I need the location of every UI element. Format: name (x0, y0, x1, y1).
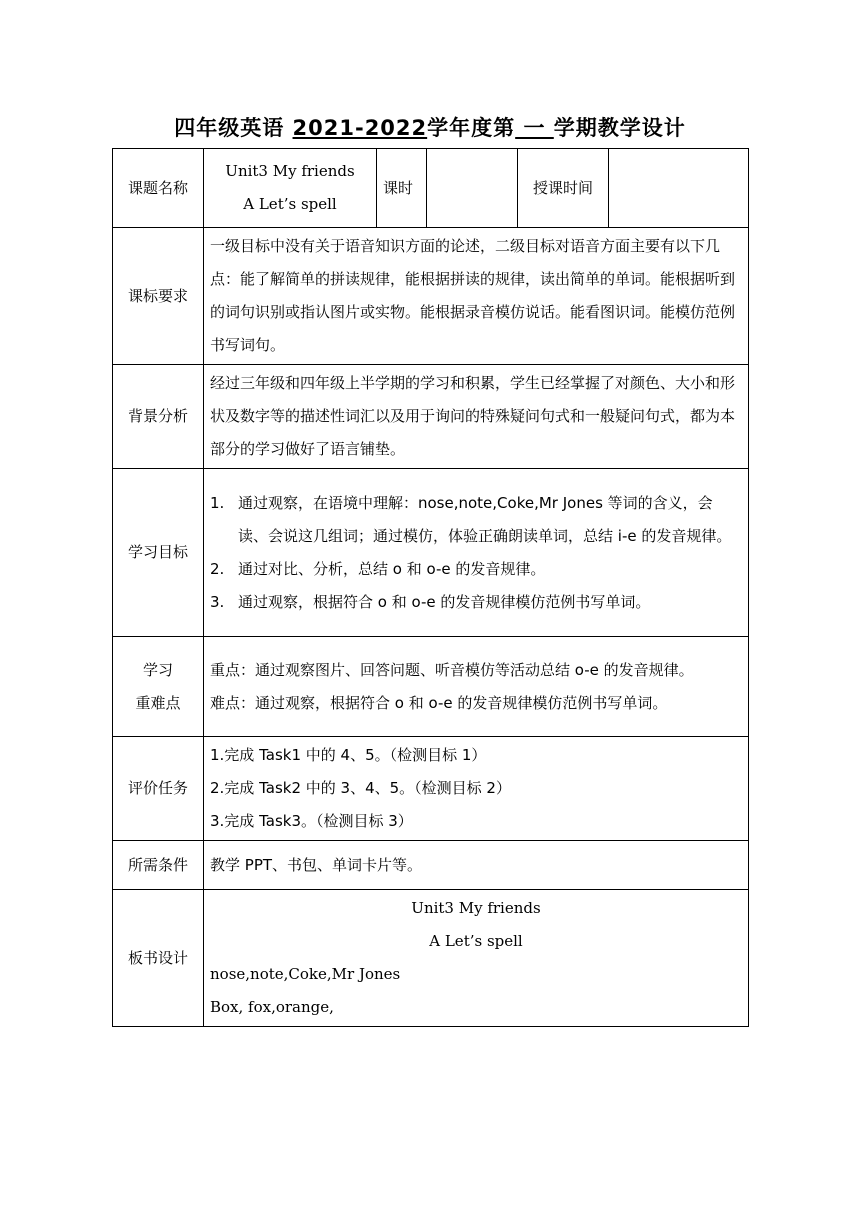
board-label: 板书设计 (113, 890, 204, 1027)
key-points-content (204, 637, 749, 737)
lesson-plan-table (112, 148, 749, 1027)
curriculum-text: 一级目标中没有关于语音知识方面的论述，二级目标对语音方面主要有以下几点：能了解简单的拼读规律，能根据拼读的规律，读出简单的单词。能根据听到的词句识别或指认图片或实物。能根据录音模仿说话。能看图识词。能模仿范例书写词句。 (204, 228, 749, 365)
topic-line1: Unit3 My friends (225, 162, 355, 180)
list-item (210, 553, 742, 586)
list-item: 1.完成 Task1 中的 4、5。（检测目标 1） (210, 746, 487, 764)
table-row-topic (113, 149, 749, 228)
title-year: 2021-2022 (292, 116, 428, 140)
key-points-focus: 重点：通过观察图片、回答问题、听音模仿等活动总结 o-e 的发音规律。 (210, 660, 694, 679)
title-suffix: 学期教学设计 (553, 116, 686, 140)
table-row-curriculum (113, 228, 749, 365)
objectives-list (204, 469, 749, 637)
key-points-label-line1: 学习 (142, 660, 173, 679)
list-item (210, 487, 742, 553)
key-points-label-line2: 重难点 (135, 693, 181, 712)
table-row-assessment (113, 737, 749, 841)
table-row-background (113, 365, 749, 469)
title-middle: 学年度第 (427, 116, 516, 140)
objective-num: 3. (210, 592, 225, 611)
time-label: 授课时间 (518, 149, 609, 228)
list-item: 2.完成 Task2 中的 3、4、5。（检测目标 2） (210, 779, 511, 797)
time-value (609, 149, 749, 228)
background-text: 经过三年级和四年级上半学期的学习和积累，学生已经掌握了对颜色、大小和形状及数字等的描述性词汇以及用于询问的特殊疑问句式和一般疑问句式，都为本部分的学习做好了语言铺垫。 (204, 365, 749, 469)
topic-value (204, 149, 377, 228)
table-row-objectives (113, 469, 749, 637)
assessment-list (204, 737, 749, 841)
objectives-label: 学习目标 (113, 469, 204, 637)
board-line4: Box, fox,orange, (210, 998, 334, 1016)
period-value (427, 149, 518, 228)
list-item (210, 586, 742, 619)
curriculum-label: 课标要求 (113, 228, 204, 365)
title-prefix: 四年级英语 (174, 116, 293, 140)
assessment-label: 评价任务 (113, 737, 204, 841)
table-row-board (113, 890, 749, 1027)
period-label: 课时 (377, 149, 427, 228)
topic-label: 课题名称 (113, 149, 204, 228)
objective-text: 通过观察，在语境中理解：nose,note,Coke,Mr Jones 等词的含义，会读、会说这几组词；通过模仿，体验正确朗读单词，总结 i-e 的发音规律。 (238, 493, 732, 545)
list-item: 3.完成 Task3。（检测目标 3） (210, 812, 413, 830)
key-points-label (113, 637, 204, 737)
board-line1: Unit3 My friends (411, 899, 541, 917)
board-line2: A Let’s spell (429, 932, 523, 950)
objective-text: 通过对比、分析，总结 o 和 o-e 的发音规律。 (238, 559, 546, 578)
table-row-materials (113, 841, 749, 890)
page-title (0, 112, 860, 142)
board-content (204, 890, 749, 1027)
objective-text: 通过观察，根据符合 o 和 o-e 的发音规律模仿范例书写单词。 (238, 592, 651, 611)
title-term: 一 (515, 116, 554, 140)
materials-label: 所需条件 (113, 841, 204, 890)
background-label: 背景分析 (113, 365, 204, 469)
board-line3: nose,note,Coke,Mr Jones (210, 965, 401, 983)
table-row-key-points (113, 637, 749, 737)
topic-line2: A Let’s spell (243, 195, 337, 213)
materials-text: 教学 PPT、书包、单词卡片等。 (204, 841, 749, 890)
objective-num: 1. (210, 493, 225, 512)
objective-num: 2. (210, 559, 225, 578)
key-points-difficulty: 难点：通过观察，根据符合 o 和 o-e 的发音规律模仿范例书写单词。 (210, 693, 668, 712)
